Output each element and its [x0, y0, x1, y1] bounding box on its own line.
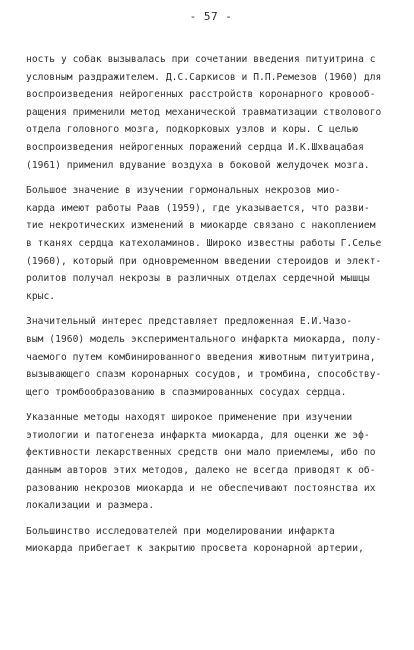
- text-line: (1960), который при одновременном введении стероидов и элект-: [26, 255, 382, 267]
- text-line: Значительный интерес представляет предложенная Е.И.Чазо-: [26, 316, 353, 328]
- text-line: тие некротических изменений в миокарде связано с накоплением: [26, 220, 376, 232]
- text-line: воспроизведения нейрогенных расстройств коронарного кровооб-: [26, 89, 376, 101]
- text-line: вызывающего спазм коронарных сосудов, и тромбина, способству-: [26, 369, 382, 381]
- text-line: Большое значение в изучении гормональных некрозов мио-: [26, 185, 341, 197]
- text-line: Большинство исследователей при моделировании инфаркта: [26, 525, 335, 537]
- text-line: данным авторов этих методов, далеко не всегда приводят к об-: [26, 465, 376, 477]
- text-line: крыс.: [26, 290, 56, 302]
- text-line: воспроизведения нейрогенных поражений сердца И.К.Шхвацабая: [26, 141, 364, 153]
- text-line: щего тромбообразованию в спазмированных сосудах сердца.: [26, 386, 347, 398]
- text-line: локализации и размера.: [26, 500, 155, 512]
- text-line: этиологии и патогенеза инфаркта миокарда, для оценки же эф-: [26, 429, 370, 441]
- text-line: отдела головного мозга, подкорковых узлов и коры. С целью: [26, 124, 359, 136]
- page-number: - 57 -: [189, 10, 233, 23]
- paragraph-4: [26, 409, 396, 515]
- text-line: фективности лекарственных средств они мало приемлемы, ибо по: [26, 447, 376, 459]
- paragraph-5: [26, 523, 396, 558]
- text-line: разованию некрозов миокарда и не обеспечивают постоянства их: [26, 482, 376, 494]
- text-line: ращения применили метод механической травматизации стволового: [26, 106, 382, 118]
- text-line: чаемого путем комбинированного введения животным питуитрина,: [26, 351, 376, 363]
- text-line: вым (1960) модель экспериментального инфаркта миокарда, полу-: [26, 333, 382, 345]
- text-line: карда имеют работы Раав (1959), где указывается, что разви-: [26, 202, 370, 214]
- text-line: в тканях сердца катехоламинов. Широко известны работы Г.Селье: [26, 237, 382, 249]
- text-line: ролитов получал некрозы в различных отделах сердечной мышцы: [26, 273, 370, 285]
- text-line: миокарда прибегает к закрытию просвета коронарной артерии,: [26, 543, 364, 555]
- text-line: Указанные методы находят широкое применение при изучении: [26, 412, 353, 424]
- text-line: (1961) применил вдувание воздуха в боковой желудочек мозга.: [26, 159, 370, 171]
- text-line: условным раздражителем. Д.С.Саркисов и П.П.Ремезов (1960) для: [26, 71, 382, 83]
- paragraph-1: [26, 51, 396, 174]
- text-line: ность у собак вызывалась при сочетании введения питуитрина с: [26, 54, 376, 65]
- paragraph-3: [26, 313, 396, 401]
- paragraph-2: [26, 182, 396, 305]
